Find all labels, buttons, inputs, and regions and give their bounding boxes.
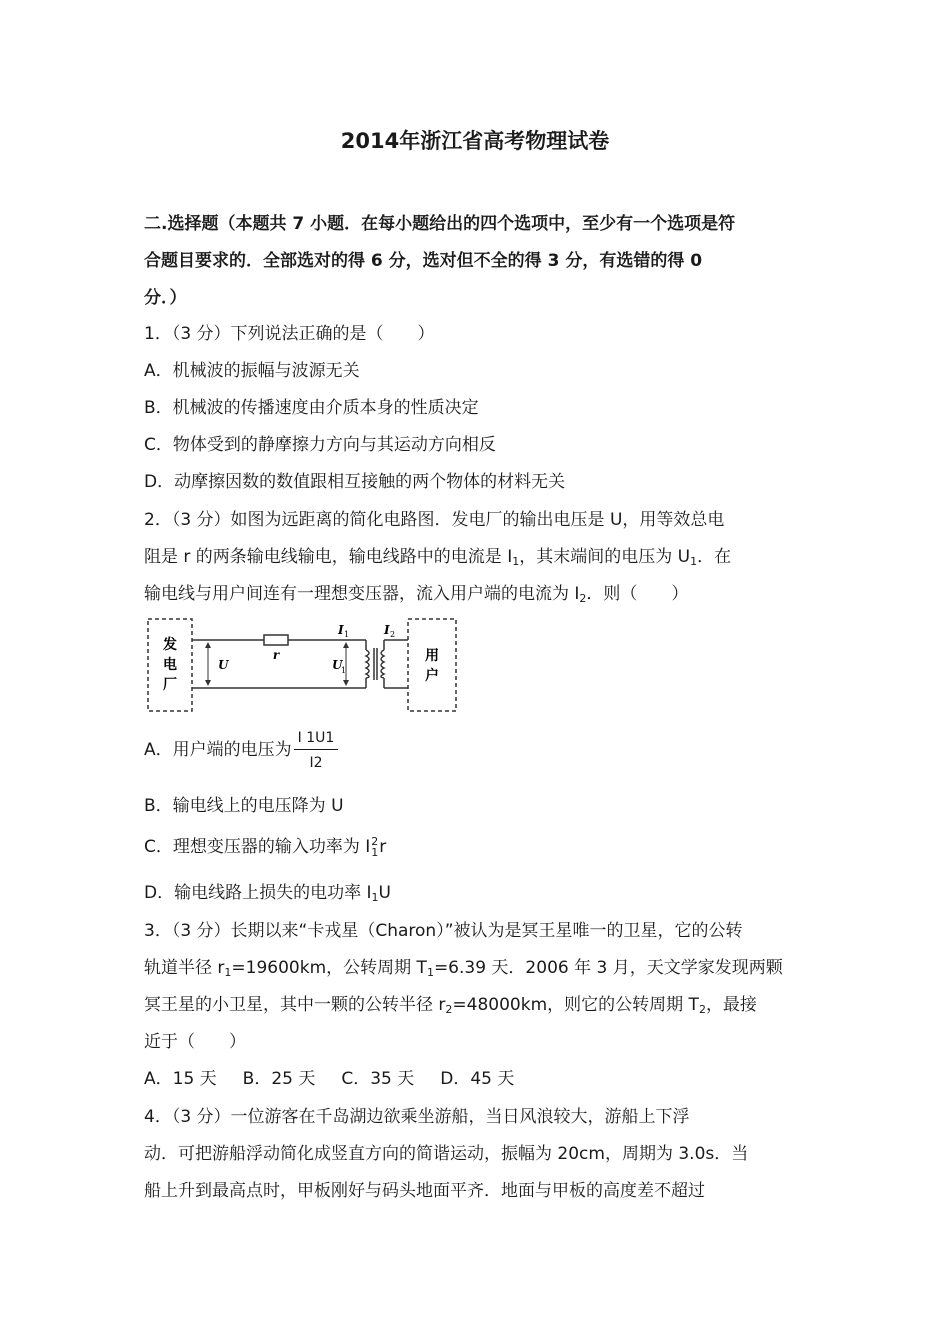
q3-option-a: A．15 天 bbox=[144, 1069, 217, 1089]
q4-stem-line-2: 动．可把游船浮动简化成竖直方向的简谐运动，振幅为 20cm，周期为 3.0s．当 bbox=[144, 1144, 749, 1164]
q2-stem-line-2: 阻是 r 的两条输电线输电，输电线路中的电流是 $I_1$，其末端间的电压为 $U_1$．在 bbox=[144, 547, 732, 568]
primary-coil bbox=[366, 650, 369, 678]
user-char-2: 户 bbox=[425, 668, 439, 684]
i2-label-sub: 2 bbox=[390, 630, 396, 639]
resistor-r bbox=[264, 635, 288, 645]
q1-stem: 1．（3 分）下列说法正确的是（ ） bbox=[144, 324, 435, 344]
user-box bbox=[408, 619, 456, 711]
user-char-1: 用 bbox=[425, 648, 439, 664]
power-plant-char-3: 厂 bbox=[163, 677, 177, 693]
page-title: 2014年浙江省高考物理试卷 bbox=[340, 129, 610, 153]
q1-option-c: C．物体受到的静摩擦力方向与其运动方向相反 bbox=[144, 435, 496, 455]
q3-option-d: D．45 天 bbox=[440, 1069, 515, 1089]
i1-label: I bbox=[338, 623, 344, 637]
u-label: U bbox=[218, 658, 229, 672]
q2-option-d: D．输电线路上损失的电功率 $I_1U$ bbox=[144, 883, 391, 904]
q3-option-b: B．25 天 bbox=[242, 1069, 316, 1089]
q3-stem-line-3: 冥王星的小卫星，其中一颗的公转半径 $r_2=48000km$，则它的公转周期 $T_2$，最接 bbox=[144, 995, 757, 1016]
q2-option-a: A．用户端的电压为 $\frac{I 1U1}{I2}$ bbox=[144, 722, 814, 778]
q2-stem-line-3: 输电线与用户间连有一理想变压器，流入用户端的电流为 $I_2$．则（ ） bbox=[144, 584, 689, 605]
secondary-coil bbox=[381, 650, 384, 678]
q2-option-c: C．理想变压器的输入功率为 I 2 1 r bbox=[144, 835, 387, 859]
section-heading-line-3: 分．） bbox=[144, 288, 187, 308]
power-plant-char-2: 电 bbox=[163, 657, 177, 673]
q2-option-b: B．输电线上的电压降为 U bbox=[144, 796, 344, 816]
q4-stem-line-3: 船上升到最高点时，甲板刚好与码头地面平齐．地面与甲板的高度差不超过 bbox=[144, 1181, 705, 1201]
q1-option-a: A．机械波的振幅与波源无关 bbox=[144, 361, 360, 381]
fraction: $\frac{I 1U1}{I2}$ bbox=[294, 729, 339, 772]
q3-stem-line-2: 轨道半径 $r_1=19600km$，公转周期 $T_1=6.39$ 天．2006 年 3 月，天文学家发现两颗 bbox=[144, 958, 783, 979]
q2-stem-line-1: 2．（3 分）如图为远距离的简化电路图．发电厂的输出电压是 U，用等效总电 bbox=[144, 510, 725, 530]
q3-options bbox=[144, 1066, 814, 1092]
q1-option-b: B．机械波的传播速度由介质本身的性质决定 bbox=[144, 398, 479, 418]
section-heading-line-2: 合题目要求的．全部选对的得 6 分，选对但不全的得 3 分，有选错的得 0 bbox=[144, 251, 703, 271]
q3-stem-line-1: 3．（3 分）长期以来“卡戎星（Charon）”被认为是冥王星唯一的卫星，它的公转 bbox=[144, 921, 743, 941]
u1-label: U bbox=[332, 658, 343, 672]
q4-stem-line-1: 4．（3 分）一位游客在千岛湖边欲乘坐游船，当日风浪较大，游船上下浮 bbox=[144, 1107, 690, 1127]
section-heading-line-1: 二.选择题（本题共 7 小题．在每小题给出的四个选项中，至少有一个选项是符 bbox=[144, 214, 736, 234]
i1-label-sub: 1 bbox=[344, 630, 350, 639]
i2-label: I bbox=[384, 623, 390, 637]
q3-stem-line-4: 近于（ ） bbox=[144, 1032, 246, 1052]
circuit-diagram bbox=[144, 616, 464, 714]
q1-option-d: D．动摩擦因数的数值跟相互接触的两个物体的材料无关 bbox=[144, 472, 566, 492]
u1-label-sub: 1 bbox=[341, 666, 347, 675]
power-plant-char-1: 发 bbox=[163, 637, 177, 653]
r-label: r bbox=[272, 648, 280, 662]
q3-option-c: C．35 天 bbox=[341, 1069, 415, 1089]
